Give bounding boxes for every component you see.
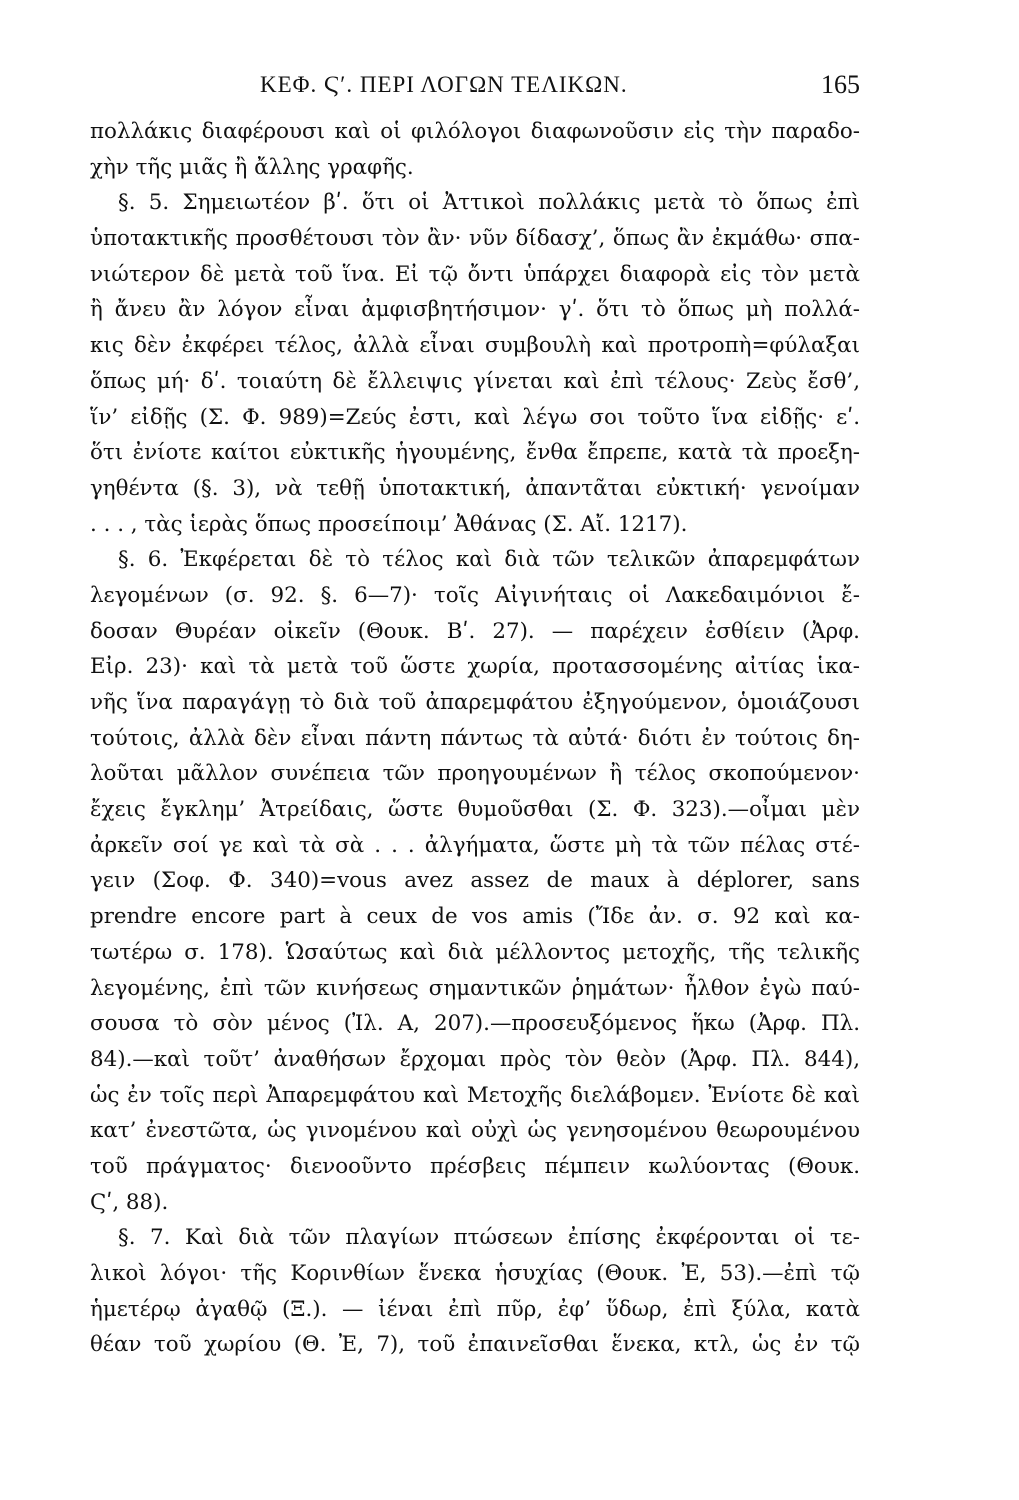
text-line: ἵν’ εἰδῇς (Σ. Φ. 989)=Ζεύς ἐστι, καὶ λέγω σοι τοῦτο ἵνα εἰδῇς· εʹ. — [90, 404, 860, 430]
text-line: γειν (Σοφ. Φ. 340)=vous avez assez de maux à déplorer, sans — [90, 868, 860, 894]
text-line: ἢ ἄνευ ἂν λόγον εἶναι ἀμφισβητήσιμον· γʹ. ὅτι τὸ ὅπως μὴ πολλά- — [90, 297, 860, 323]
text-line: ὑποτακτικῆς προσθέτουσι τὸν ἂν· νῦν δίδασχ’, ὅπως ἂν ἐκμάθω· σπα- — [90, 226, 860, 252]
text-line: ἡμετέρῳ ἀγαθῷ (Ξ.). — ἰέναι ἐπὶ πῦρ, ἐφ’ ὕδωρ, ἐπὶ ξύλα, κατὰ — [90, 1296, 860, 1322]
text-line: τωτέρω σ. 178). Ὡσαύτως καὶ διὰ μέλλοντος μετοχῆς, τῆς τελικῆς — [90, 939, 860, 965]
running-head: ΚΕΦ. Ϛʹ. ΠΕΡΙ ΛΟΓΩΝ ΤΕΛΙΚΩΝ. — [260, 72, 628, 97]
text-line: δοσαν Θυρέαν οἰκεῖν (Θουκ. Βʹ. 27). — παρέχειν ἐσθίειν (Ἀρφ. — [90, 618, 860, 644]
text-line: τοῦ πράγματος· διενοοῦντο πρέσβεις πέμπειν κωλύοντας (Θουκ. — [90, 1153, 860, 1179]
text-line: κατ’ ἐνεστῶτα, ὡς γινομένου καὶ οὐχὶ ὡς γενησομένου θεωρουμένου — [90, 1118, 860, 1144]
text-line: Εἰρ. 23)· καὶ τὰ μετὰ τοῦ ὥστε χωρία, προτασσομένης αἰτίας ἱκα- — [90, 654, 860, 680]
text-line: §. 7. Καὶ διὰ τῶν πλαγίων πτώσεων ἐπίσης ἐκφέρονται οἱ τε- — [118, 1225, 860, 1251]
text-line: ὅπως μή· δʹ. τοιαύτη δὲ ἔλλειψις γίνεται καὶ ἐπὶ τέλους· Ζεὺς ἔσθ’, — [90, 368, 860, 394]
text-line: λικοὶ λόγοι· τῆς Κορινθίων ἕνεκα ἡσυχίας (Θουκ. Ἐ, 53).—ἐπὶ τῷ — [90, 1261, 860, 1286]
text-line: prendre encore part à ceux de vos amis (Ἴδε ἀν. σ. 92 καὶ κα- — [90, 904, 860, 930]
text-line: §. 6. Ἐκφέρεται δὲ τὸ τέλος καὶ διὰ τῶν τελικῶν ἀπαρεμφάτων — [118, 547, 860, 573]
text-line: Ϛʹ, 88). — [90, 1189, 169, 1215]
page-header — [90, 62, 860, 112]
text-line: ἀρκεῖν σοί γε καὶ τὰ σὰ . . . ἀλγήματα, ὥστε μὴ τὰ τῶν πέλας στέ- — [90, 832, 860, 858]
text-line: τούτοις, ἀλλὰ δὲν εἶναι πάντη πάντως τὰ αὐτά· διότι ἐν τούτοις δη- — [90, 725, 860, 751]
text-line: λεγομένης, ἐπὶ τῶν κινήσεως σημαντικῶν ῥημάτων· ἦλθον ἐγὼ παύ- — [90, 975, 860, 1001]
text-line: κις δὲν ἐκφέρει τέλος, ἀλλὰ εἶναι συμβουλὴ καὶ προτροπὴ=φύλαξαι — [90, 333, 860, 359]
book-page — [90, 62, 860, 1482]
page-number: 165 — [821, 70, 860, 99]
text-line: ὅτι ἐνίοτε καίτοι εὐκτικῆς ἡγουμένης, ἔνθα ἔπρεπε, κατὰ τὰ προεξη- — [90, 440, 860, 466]
text-line: . . . , τὰς ἱερὰς ὅπως προσείποιμ’ Ἀθάνας (Σ. Αἴ. 1217). — [90, 511, 688, 537]
text-line: νῆς ἵνα παραγάγῃ τὸ διὰ τοῦ ἀπαρεμφάτου ἐξηγούμενον, ὁμοιάζουσι — [90, 690, 860, 715]
text-line: σουσα τὸ σὸν μένος (Ἰλ. Α, 207).—προσευξόμενος ἥκω (Ἀρφ. Πλ. — [90, 1011, 860, 1037]
text-line: ἔχεις ἔγκλημ’ Ἀτρείδαις, ὥστε θυμοῦσθαι (Σ. Φ. 323).—οἶμαι μὲν — [90, 797, 860, 823]
text-line: λεγομένων (σ. 92. §. 6—7)· τοῖς Αἰγινήταις οἱ Λακεδαιμόνιοι ἔ- — [90, 582, 860, 608]
text-line: χὴν τῆς μιᾶς ἢ ἄλλης γραφῆς. — [90, 154, 414, 180]
text-line: 84).—καὶ τοῦτ’ ἀναθήσων ἔρχομαι πρὸς τὸν θεὸν (Ἀρφ. Πλ. 844), — [90, 1046, 860, 1072]
text-line: πολλάκις διαφέρουσι καὶ οἱ φιλόλογοι διαφωνοῦσιν εἰς τὴν παραδο- — [90, 119, 860, 144]
text-line: ὡς ἐν τοῖς περὶ Ἀπαρεμφάτου καὶ Μετοχῆς διελάβομεν. Ἐνίοτε δὲ καὶ — [90, 1082, 860, 1108]
text-line: λοῦται μᾶλλον συνέπεια τῶν προηγουμένων ἢ τέλος σκοπούμενον· — [90, 761, 860, 787]
text-line: νιώτερον δὲ μετὰ τοῦ ἵνα. Εἰ τῷ ὄντι ὑπάρχει διαφορὰ εἰς τὸν μετὰ — [90, 261, 860, 287]
body-text — [90, 114, 860, 1363]
text-line: §. 5. Σημειωτέον βʹ. ὅτι οἱ Ἀττικοὶ πολλάκις μετὰ τὸ ὅπως ἐπὶ — [118, 190, 860, 216]
text-line: θέαν τοῦ χωρίου (Θ. Ἐ, 7), τοῦ ἐπαινεῖσθαι ἕνεκα, κτλ, ὡς ἐν τῷ — [90, 1332, 860, 1358]
text-line: γηθέντα (§. 3), νὰ τεθῇ ὑποτακτική, ἀπαντᾶται εὐκτική· γενοίμαν — [90, 475, 860, 501]
